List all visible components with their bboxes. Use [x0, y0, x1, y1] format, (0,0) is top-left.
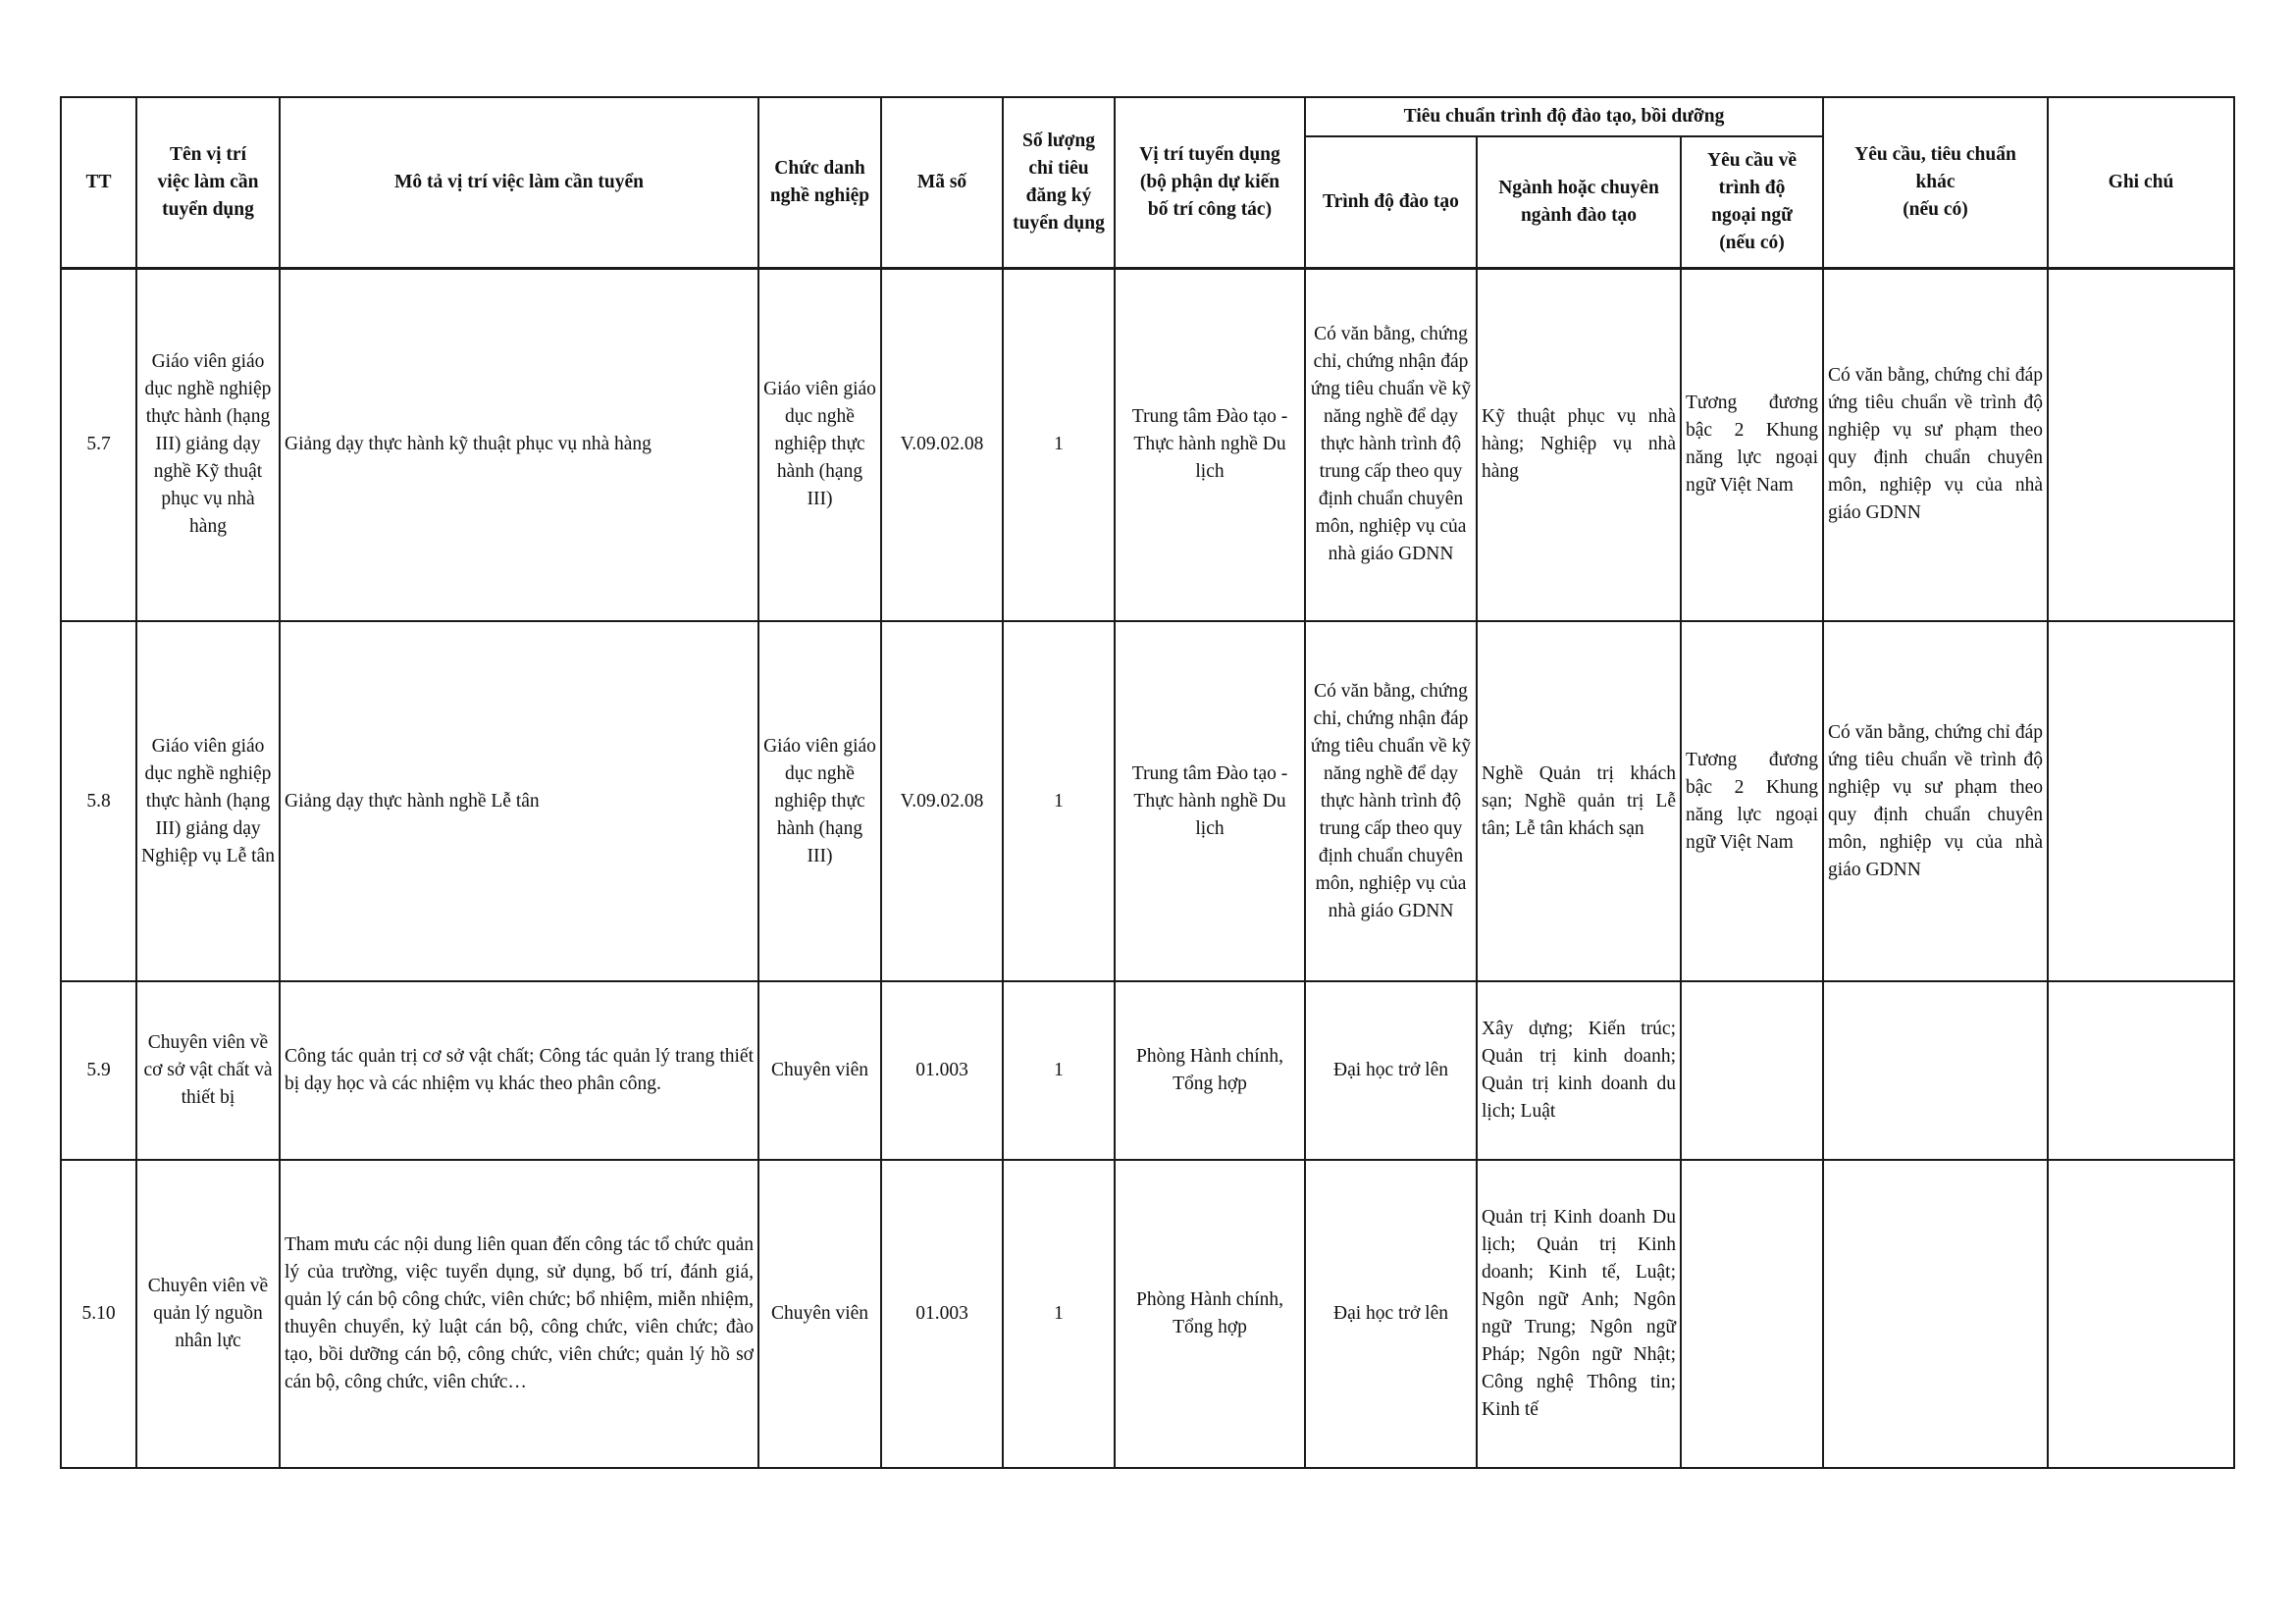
cell-foreign-language: Tương đương bậc 2 Khung năng lực ngoại ngữ Việt Nam: [1681, 268, 1823, 621]
header-description: Mô tả vị trí việc làm cần tuyển: [280, 97, 758, 268]
cell-tt: 5.8: [61, 621, 136, 981]
header-education-level: Trình độ đào tạo: [1305, 136, 1477, 268]
header-notes: Ghi chú: [2048, 97, 2234, 268]
header-training-standards-group: Tiêu chuẩn trình độ đào tạo, bồi dưỡng: [1305, 97, 1823, 136]
header-job-title: Chức danh nghề nghiệp: [758, 97, 881, 268]
header-department: Vị trí tuyển dụng (bộ phận dự kiến bố trí công tác): [1115, 97, 1305, 268]
header-other-requirements: Yêu cầu, tiêu chuẩn khác (nếu có): [1823, 97, 2048, 268]
cell-description: Giảng dạy thực hành kỹ thuật phục vụ nhà hàng: [280, 268, 758, 621]
header-code: Mã số: [881, 97, 1003, 268]
table-row: [61, 268, 2234, 621]
cell-major: Xây dựng; Kiến trúc; Quản trị kinh doanh; Quản trị kinh doanh du lịch; Luật: [1477, 981, 1681, 1160]
cell-major: Kỹ thuật phục vụ nhà hàng; Nghiệp vụ nhà hàng: [1477, 268, 1681, 621]
cell-tt: 5.9: [61, 981, 136, 1160]
cell-other-requirements: [1823, 981, 2048, 1160]
cell-education-level: Đại học trở lên: [1305, 1160, 1477, 1468]
cell-other-requirements: [1823, 1160, 2048, 1468]
cell-tt: 5.7: [61, 268, 136, 621]
cell-position-name: Chuyên viên về quản lý nguồn nhân lực: [136, 1160, 280, 1468]
cell-notes: [2048, 621, 2234, 981]
cell-education-level: Đại học trở lên: [1305, 981, 1477, 1160]
header-row-1: [61, 97, 2234, 136]
cell-department: Phòng Hành chính, Tổng hợp: [1115, 1160, 1305, 1468]
cell-education-level: Có văn bằng, chứng chỉ, chứng nhận đáp ứng tiêu chuẩn về kỹ năng nghề để dạy thực hành trình độ trung cấp theo quy định chuẩn chuyên môn, nghiệp vụ của nhà giáo GDNN: [1305, 268, 1477, 621]
header-position-name: Tên vị trí việc làm cần tuyển dụng: [136, 97, 280, 268]
cell-department: Phòng Hành chính, Tổng hợp: [1115, 981, 1305, 1160]
cell-job-title: Giáo viên giáo dục nghề nghiệp thực hành (hạng III): [758, 621, 881, 981]
cell-department: Trung tâm Đào tạo - Thực hành nghề Du lịch: [1115, 621, 1305, 981]
cell-job-title: Giáo viên giáo dục nghề nghiệp thực hành (hạng III): [758, 268, 881, 621]
cell-quota: 1: [1003, 268, 1115, 621]
cell-notes: [2048, 268, 2234, 621]
cell-position-name: Giáo viên giáo dục nghề nghiệp thực hành (hạng III) giảng dạy Nghiệp vụ Lễ tân: [136, 621, 280, 981]
header-foreign-language: Yêu cầu về trình độ ngoại ngữ (nếu có): [1681, 136, 1823, 268]
header-tt: TT: [61, 97, 136, 268]
cell-foreign-language: [1681, 1160, 1823, 1468]
cell-description: Tham mưu các nội dung liên quan đến công tác tổ chức quản lý của trường, việc tuyển dụng, sử dụng, bố trí, đánh giá, quản lý cán bộ công chức, viên chức; bổ nhiệm, miễn nhiệm, thuyên chuyển, kỷ luật cán bộ, công chức, viên chức; đào tạo, bồi dưỡng cán bộ, công chức, viên chức; quản lý hồ sơ cán bộ, công chức, viên chức…: [280, 1160, 758, 1468]
cell-major: Quản trị Kinh doanh Du lịch; Quản trị Kinh doanh; Kinh tế, Luật; Ngôn ngữ Anh; Ngôn ngữ Trung; Ngôn ngữ Pháp; Ngôn ngữ Nhật; Công nghệ Thông tin; Kinh tế: [1477, 1160, 1681, 1468]
cell-tt: 5.10: [61, 1160, 136, 1468]
recruitment-table: [60, 96, 2235, 1469]
cell-foreign-language: [1681, 981, 1823, 1160]
cell-code: 01.003: [881, 1160, 1003, 1468]
cell-notes: [2048, 981, 2234, 1160]
cell-job-title: Chuyên viên: [758, 1160, 881, 1468]
cell-other-requirements: Có văn bằng, chứng chỉ đáp ứng tiêu chuẩn về trình độ nghiệp vụ sư phạm theo quy định chuẩn chuyên môn, nghiệp vụ của nhà giáo GDNN: [1823, 621, 2048, 981]
table-row: [61, 981, 2234, 1160]
header-major: Ngành hoặc chuyên ngành đào tạo: [1477, 136, 1681, 268]
cell-code: V.09.02.08: [881, 268, 1003, 621]
cell-quota: 1: [1003, 981, 1115, 1160]
table-row: [61, 1160, 2234, 1468]
cell-description: Công tác quản trị cơ sở vật chất; Công tác quản lý trang thiết bị dạy học và các nhiệm vụ khác theo phân công.: [280, 981, 758, 1160]
cell-position-name: Giáo viên giáo dục nghề nghiệp thực hành (hạng III) giảng dạy nghề Kỹ thuật phục vụ nhà hàng: [136, 268, 280, 621]
cell-foreign-language: Tương đương bậc 2 Khung năng lực ngoại ngữ Việt Nam: [1681, 621, 1823, 981]
cell-position-name: Chuyên viên về cơ sở vật chất và thiết bị: [136, 981, 280, 1160]
cell-code: V.09.02.08: [881, 621, 1003, 981]
cell-major: Nghề Quản trị khách sạn; Nghề quản trị Lễ tân; Lễ tân khách sạn: [1477, 621, 1681, 981]
cell-code: 01.003: [881, 981, 1003, 1160]
cell-description: Giảng dạy thực hành nghề Lễ tân: [280, 621, 758, 981]
cell-department: Trung tâm Đào tạo - Thực hành nghề Du lịch: [1115, 268, 1305, 621]
cell-notes: [2048, 1160, 2234, 1468]
cell-other-requirements: Có văn bằng, chứng chỉ đáp ứng tiêu chuẩn về trình độ nghiệp vụ sư phạm theo quy định chuẩn chuyên môn, nghiệp vụ của nhà giáo GDNN: [1823, 268, 2048, 621]
cell-job-title: Chuyên viên: [758, 981, 881, 1160]
cell-quota: 1: [1003, 621, 1115, 981]
cell-education-level: Có văn bằng, chứng chỉ, chứng nhận đáp ứng tiêu chuẩn về kỹ năng nghề để dạy thực hành trình độ trung cấp theo quy định chuẩn chuyên môn, nghiệp vụ của nhà giáo GDNN: [1305, 621, 1477, 981]
header-quota: Số lượng chỉ tiêu đăng ký tuyển dụng: [1003, 97, 1115, 268]
cell-quota: 1: [1003, 1160, 1115, 1468]
table-row: [61, 621, 2234, 981]
